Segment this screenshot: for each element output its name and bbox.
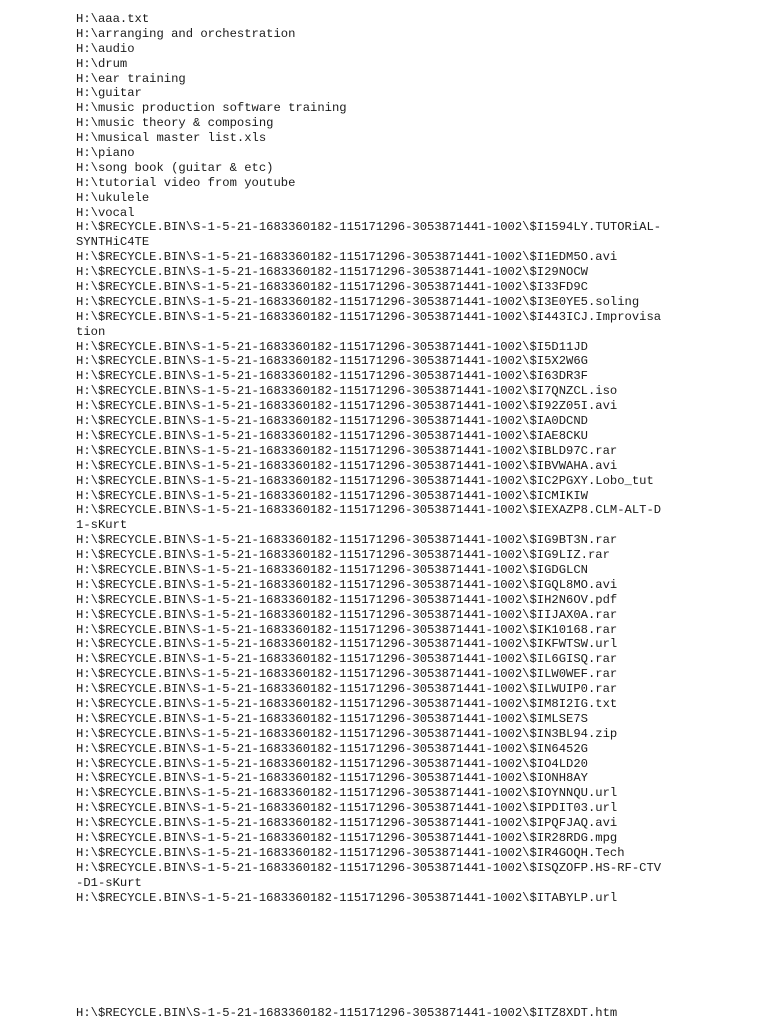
file-path-line: H:\$RECYCLE.BIN\S-1-5-21-1683360182-115171296-3053871441-1002\$IPQFJAQ.avi <box>76 816 618 831</box>
file-path-line: H:\$RECYCLE.BIN\S-1-5-21-1683360182-115171296-3053871441-1002\$IPDIT03.url <box>76 801 618 816</box>
file-path-line: H:\$RECYCLE.BIN\S-1-5-21-1683360182-115171296-3053871441-1002\$IK10168.rar <box>76 622 618 637</box>
file-path-line: H:\$RECYCLE.BIN\S-1-5-21-1683360182-115171296-3053871441-1002\$I443ICJ.Improvisa <box>76 309 662 324</box>
file-path-line: H:\$RECYCLE.BIN\S-1-5-21-1683360182-115171296-3053871441-1002\$IBLD97C.rar <box>76 443 618 458</box>
file-path-line: H:\$RECYCLE.BIN\S-1-5-21-1683360182-115171296-3053871441-1002\$I29NOCW <box>76 265 588 280</box>
file-path-line: H:\$RECYCLE.BIN\S-1-5-21-1683360182-115171296-3053871441-1002\$I92Z05I.avi <box>76 399 618 414</box>
file-path-line: -D1-sKurt <box>76 875 142 890</box>
file-path-line: H:\$RECYCLE.BIN\S-1-5-21-1683360182-115171296-3053871441-1002\$IO4LD20 <box>76 756 588 771</box>
file-path-line: H:\song book (guitar & etc) <box>76 160 274 175</box>
file-path-line: tion <box>76 324 106 339</box>
file-path-line: H:\$RECYCLE.BIN\S-1-5-21-1683360182-115171296-3053871441-1002\$I1EDM5O.avi <box>76 250 618 265</box>
file-path-line: H:\ukulele <box>76 190 150 205</box>
file-path-line: H:\vocal <box>76 205 135 220</box>
file-path-line: H:\$RECYCLE.BIN\S-1-5-21-1683360182-115171296-3053871441-1002\$I1594LY.TUTORiAL- <box>76 220 662 235</box>
file-path-line: H:\$RECYCLE.BIN\S-1-5-21-1683360182-115171296-3053871441-1002\$I7QNZCL.iso <box>76 384 618 399</box>
file-path-line: SYNTHiC4TE <box>76 235 150 250</box>
trailing-file-path: H:\$RECYCLE.BIN\S-1-5-21-1683360182-115171296-3053871441-1002\$ITZ8XDT.htm <box>76 1006 618 1020</box>
file-path-line: H:\$RECYCLE.BIN\S-1-5-21-1683360182-115171296-3053871441-1002\$IGDGLCN <box>76 562 588 577</box>
file-path-line: H:\$RECYCLE.BIN\S-1-5-21-1683360182-115171296-3053871441-1002\$IL6GISQ.rar <box>76 652 618 667</box>
file-path-line: H:\$RECYCLE.BIN\S-1-5-21-1683360182-115171296-3053871441-1002\$IAE8CKU <box>76 428 588 443</box>
file-path-line: H:\$RECYCLE.BIN\S-1-5-21-1683360182-115171296-3053871441-1002\$IG9LIZ.rar <box>76 548 610 563</box>
file-path-line: H:\$RECYCLE.BIN\S-1-5-21-1683360182-115171296-3053871441-1002\$ITABYLP.url <box>76 890 618 905</box>
file-path-line: H:\$RECYCLE.BIN\S-1-5-21-1683360182-115171296-3053871441-1002\$IN6452G <box>76 741 588 756</box>
file-path-line: H:\$RECYCLE.BIN\S-1-5-21-1683360182-115171296-3053871441-1002\$IBVWAHA.avi <box>76 458 618 473</box>
file-path-line: 1-sKurt <box>76 518 128 533</box>
file-path-line: H:\$RECYCLE.BIN\S-1-5-21-1683360182-115171296-3053871441-1002\$IKFWTSW.url <box>76 637 618 652</box>
file-path-line: H:\$RECYCLE.BIN\S-1-5-21-1683360182-115171296-3053871441-1002\$IEXAZP8.CLM-ALT-D <box>76 503 662 518</box>
file-path-line: H:\$RECYCLE.BIN\S-1-5-21-1683360182-115171296-3053871441-1002\$IH2N6OV.pdf <box>76 592 618 607</box>
file-path-line: H:\arranging and orchestration <box>76 26 296 41</box>
file-path-line: H:\$RECYCLE.BIN\S-1-5-21-1683360182-115171296-3053871441-1002\$I33FD9C <box>76 280 588 295</box>
file-path-line: H:\$RECYCLE.BIN\S-1-5-21-1683360182-115171296-3053871441-1002\$ICMIKIW <box>76 488 588 503</box>
file-path-line: H:\$RECYCLE.BIN\S-1-5-21-1683360182-115171296-3053871441-1002\$IM8I2IG.txt <box>76 696 618 711</box>
file-path-line: H:\$RECYCLE.BIN\S-1-5-21-1683360182-115171296-3053871441-1002\$IIJAX0A.rar <box>76 607 618 622</box>
file-path-listing <box>76 12 716 905</box>
file-path-line: H:\$RECYCLE.BIN\S-1-5-21-1683360182-115171296-3053871441-1002\$ILW0WEF.rar <box>76 667 618 682</box>
file-path-line: H:\$RECYCLE.BIN\S-1-5-21-1683360182-115171296-3053871441-1002\$I5X2W6G <box>76 354 588 369</box>
file-path-line: H:\$RECYCLE.BIN\S-1-5-21-1683360182-115171296-3053871441-1002\$IGQL8MO.avi <box>76 577 618 592</box>
file-path-line: H:\tutorial video from youtube <box>76 175 296 190</box>
file-path-line: H:\$RECYCLE.BIN\S-1-5-21-1683360182-115171296-3053871441-1002\$I5D11JD <box>76 339 588 354</box>
file-path-line: H:\$RECYCLE.BIN\S-1-5-21-1683360182-115171296-3053871441-1002\$IA0DCND <box>76 414 588 429</box>
file-path-line: H:\$RECYCLE.BIN\S-1-5-21-1683360182-115171296-3053871441-1002\$IG9BT3N.rar <box>76 533 618 548</box>
file-path-line: H:\guitar <box>76 86 142 101</box>
file-path-line: H:\piano <box>76 146 135 161</box>
file-path-line: H:\$RECYCLE.BIN\S-1-5-21-1683360182-115171296-3053871441-1002\$I63DR3F <box>76 369 588 384</box>
file-path-line: H:\$RECYCLE.BIN\S-1-5-21-1683360182-115171296-3053871441-1002\$IR4GOQH.Tech <box>76 845 625 860</box>
file-path-line: H:\ear training <box>76 71 186 86</box>
file-path-line: H:\$RECYCLE.BIN\S-1-5-21-1683360182-115171296-3053871441-1002\$IOYNNQU.url <box>76 786 618 801</box>
file-path-line: H:\$RECYCLE.BIN\S-1-5-21-1683360182-115171296-3053871441-1002\$IC2PGXY.Lobo_tut <box>76 473 654 488</box>
file-path-line: H:\$RECYCLE.BIN\S-1-5-21-1683360182-115171296-3053871441-1002\$IR28RDG.mpg <box>76 830 618 845</box>
file-path-line: H:\aaa.txt <box>76 12 150 26</box>
file-path-line: H:\$RECYCLE.BIN\S-1-5-21-1683360182-115171296-3053871441-1002\$IMLSE7S <box>76 711 588 726</box>
file-path-line: H:\music theory & composing <box>76 116 274 131</box>
file-path-line: H:\$RECYCLE.BIN\S-1-5-21-1683360182-115171296-3053871441-1002\$ILWUIP0.rar <box>76 682 618 697</box>
file-path-line: H:\drum <box>76 56 128 71</box>
file-path-line: H:\audio <box>76 41 135 56</box>
file-path-line: H:\music production software training <box>76 101 347 116</box>
file-path-line: H:\$RECYCLE.BIN\S-1-5-21-1683360182-115171296-3053871441-1002\$I3E0YE5.soling <box>76 294 640 309</box>
file-path-line: H:\musical master list.xls <box>76 131 267 146</box>
file-path-line: H:\$RECYCLE.BIN\S-1-5-21-1683360182-115171296-3053871441-1002\$ISQZOFP.HS-RF-CTV <box>76 860 662 875</box>
file-path-line: H:\$RECYCLE.BIN\S-1-5-21-1683360182-115171296-3053871441-1002\$IONH8AY <box>76 771 588 786</box>
file-path-line: H:\$RECYCLE.BIN\S-1-5-21-1683360182-115171296-3053871441-1002\$IN3BL94.zip <box>76 726 618 741</box>
